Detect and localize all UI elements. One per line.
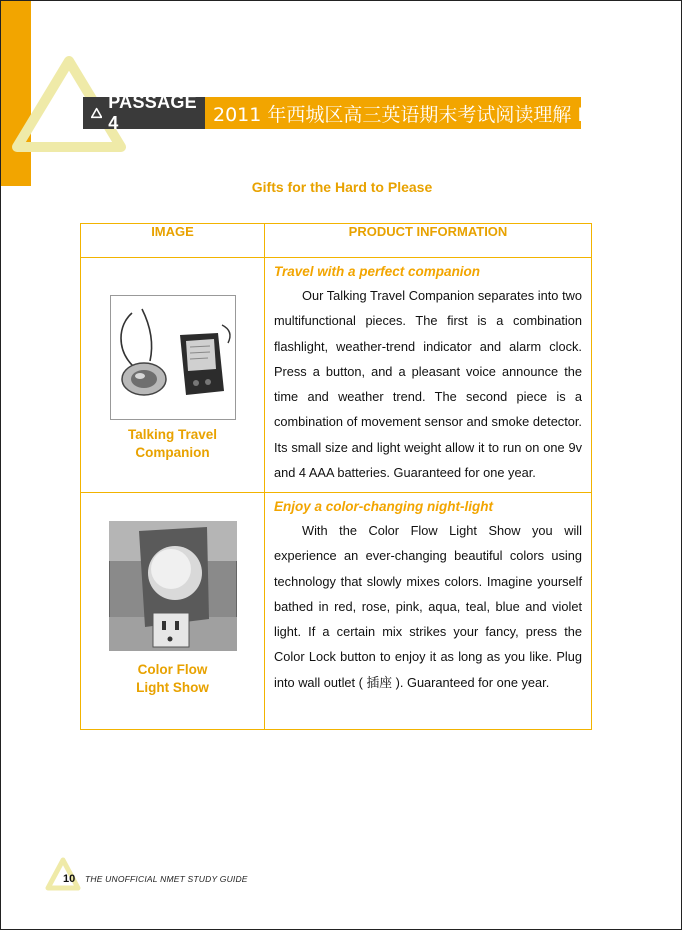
product-info-cell xyxy=(265,258,592,493)
table-row xyxy=(81,258,592,493)
triangle-icon xyxy=(91,105,102,121)
table-header-row xyxy=(81,224,592,258)
image-cell xyxy=(81,258,265,493)
document-title: Gifts for the Hard to Please xyxy=(251,179,433,195)
product-info-cell xyxy=(265,493,592,730)
product-heading: Enjoy a color-changing night-light xyxy=(274,499,493,514)
footer-title: THE UNOFFICIAL NMET STUDY GUIDE xyxy=(85,874,248,884)
passage-badge xyxy=(83,92,205,133)
passage-badge-label: PASSAGE 4 xyxy=(108,92,197,133)
page-number: 10 xyxy=(63,873,76,885)
color-flow-light-show-image xyxy=(109,521,237,651)
caption-line-2: Companion xyxy=(135,445,210,460)
table-row xyxy=(81,493,592,730)
image-cell xyxy=(81,493,265,730)
passage-title: 2011 年西城区高三英语期末考试阅读理解 B 篇 xyxy=(205,97,581,129)
product-description: With the Color Flow Light Show you will experience an ever-changing beautiful colors using technology that slowly mixes colors. Imagine yourself bathed in red, rose, pink, aqua, teal, blue and violet light. If a certain mix strikes your fancy, press the Color Lock button to enjoy it as long as you like. Plug into wall outlet ( 插座 ). Guaranteed for one year. xyxy=(274,523,582,690)
product-description: Our Talking Travel Companion separates into two multifunctional pieces. The first is a combination flashlight, weather-trend indicator and alarm clock. Press a button, and a pleasant voice announce the time and weather trend. The second piece is a combination of movement sensor and smoke detector. Its small size and light weight allow it to run on one 9v and 4 AAA batteries. Guaranteed for one year. xyxy=(274,288,582,481)
caption-line-2: Light Show xyxy=(136,680,209,695)
caption-line-1: Talking Travel xyxy=(127,427,218,442)
talking-travel-companion-image xyxy=(110,295,236,420)
column-header-image: IMAGE xyxy=(81,224,265,258)
passage-header xyxy=(83,92,616,133)
product-caption xyxy=(81,426,264,462)
product-table xyxy=(80,223,592,730)
column-header-product-info: PRODUCT INFORMATION xyxy=(265,224,592,258)
product-caption xyxy=(81,661,264,697)
product-heading: Travel with a perfect companion xyxy=(274,264,481,279)
caption-line-1: Color Flow xyxy=(137,662,208,677)
